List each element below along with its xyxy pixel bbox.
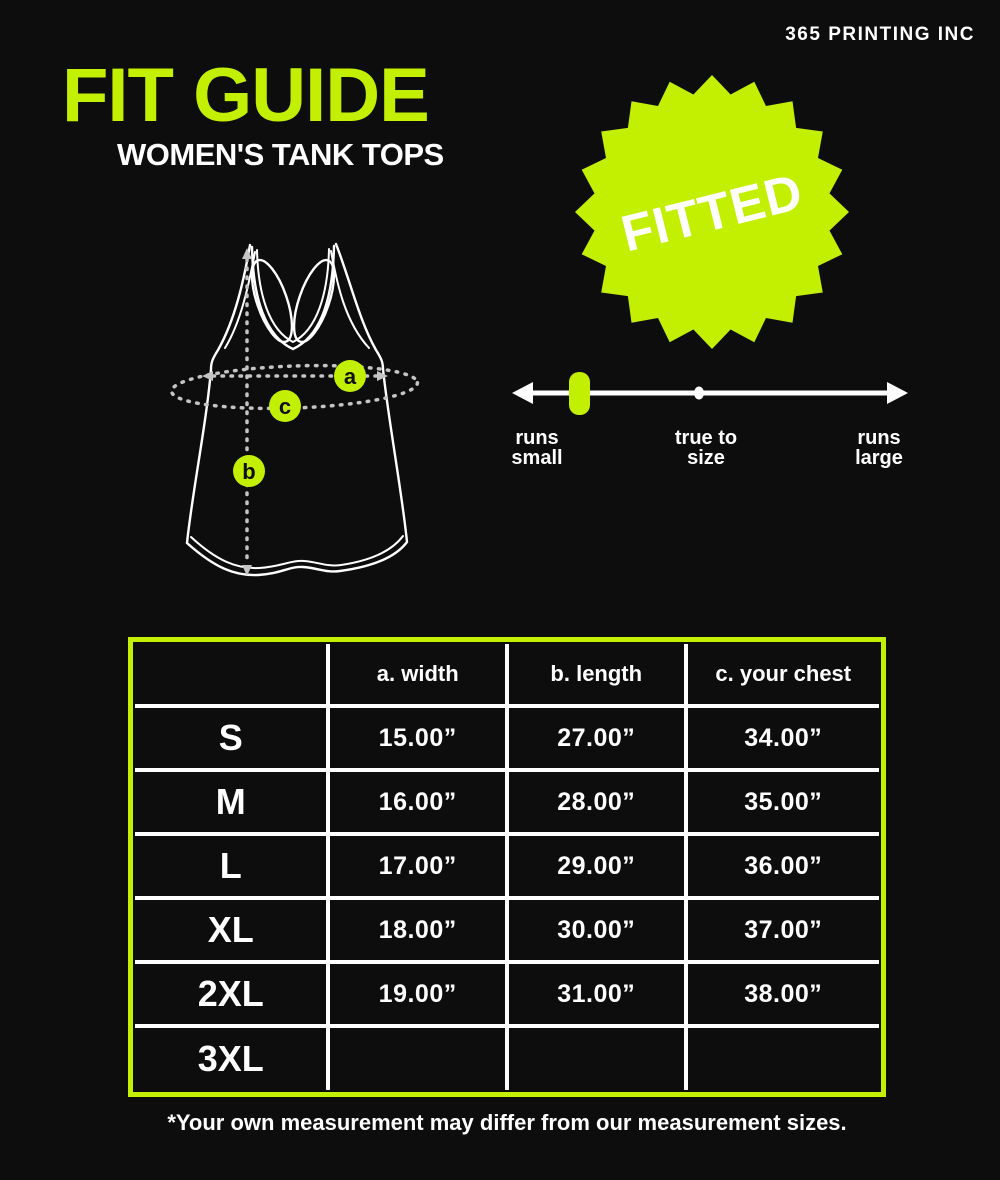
marker-b-letter: b <box>242 459 256 484</box>
tank-top-diagram <box>140 228 450 598</box>
table-row <box>135 962 879 1026</box>
size-label: 3XL <box>135 1026 328 1090</box>
header-width: a. width <box>328 644 507 706</box>
length-value: 30.00” <box>507 898 686 962</box>
table-row <box>135 1026 879 1090</box>
scale-arrow-left-icon <box>512 382 533 404</box>
chest-value: 36.00” <box>686 834 879 898</box>
scale-position-marker <box>569 372 590 415</box>
fitted-badge <box>575 75 849 349</box>
chest-value: 35.00” <box>686 770 879 834</box>
scale-label-line: runs <box>515 427 559 449</box>
length-value <box>507 1026 686 1090</box>
scale-label-line: size <box>687 447 725 469</box>
scale-label-true-to-size <box>636 428 776 468</box>
fit-scale <box>505 360 915 426</box>
table-row <box>135 834 879 898</box>
width-value: 15.00” <box>328 706 507 770</box>
width-value <box>328 1026 507 1090</box>
width-value: 17.00” <box>328 834 507 898</box>
table-row <box>135 706 879 770</box>
size-label: M <box>135 770 328 834</box>
size-table <box>128 637 886 1097</box>
chest-value: 34.00” <box>686 706 879 770</box>
size-table-grid <box>135 644 879 1090</box>
chest-value: 37.00” <box>686 898 879 962</box>
size-label: 2XL <box>135 962 328 1026</box>
scale-label-line: large <box>855 447 903 469</box>
header-empty <box>135 644 328 706</box>
page-subtitle: WOMEN'S TANK TOPS <box>117 137 444 172</box>
tank-left-racerback-hole <box>244 255 300 346</box>
scale-center-dot <box>694 387 704 400</box>
marker-c-letter: c <box>278 394 292 419</box>
table-row <box>135 898 879 962</box>
length-arrow-up-icon <box>242 248 252 259</box>
length-value: 31.00” <box>507 962 686 1026</box>
header-chest: c. your chest <box>686 644 879 706</box>
size-label: S <box>135 706 328 770</box>
size-label: XL <box>135 898 328 962</box>
tank-right-armhole-binding <box>331 251 369 348</box>
width-value: 16.00” <box>328 770 507 834</box>
table-row <box>135 770 879 834</box>
scale-arrow-right-icon <box>887 382 908 404</box>
chest-value: 38.00” <box>686 962 879 1026</box>
header-length: b. length <box>507 644 686 706</box>
tank-left-armhole-binding <box>225 252 255 348</box>
marker-a-letter: a <box>343 364 357 389</box>
page-title: FIT GUIDE <box>62 53 429 138</box>
length-value: 29.00” <box>507 834 686 898</box>
brand-name: 365 PRINTING INC <box>785 24 975 45</box>
badge-label: FITTED <box>615 162 809 262</box>
tank-right-racerback-hole <box>286 255 342 346</box>
width-value: 18.00” <box>328 898 507 962</box>
scale-label-runs-small <box>467 428 607 468</box>
scale-label-line: runs <box>857 427 901 449</box>
footnote: *Your own measurement may differ from our measurement sizes. <box>167 1110 847 1135</box>
length-value: 27.00” <box>507 706 686 770</box>
length-value: 28.00” <box>507 770 686 834</box>
scale-label-line: small <box>511 447 563 469</box>
size-label: L <box>135 834 328 898</box>
scale-label-runs-large <box>809 428 949 468</box>
scale-label-line: true to <box>674 427 738 449</box>
chest-value <box>686 1026 879 1090</box>
width-value: 19.00” <box>328 962 507 1026</box>
table-header-row <box>135 644 879 706</box>
